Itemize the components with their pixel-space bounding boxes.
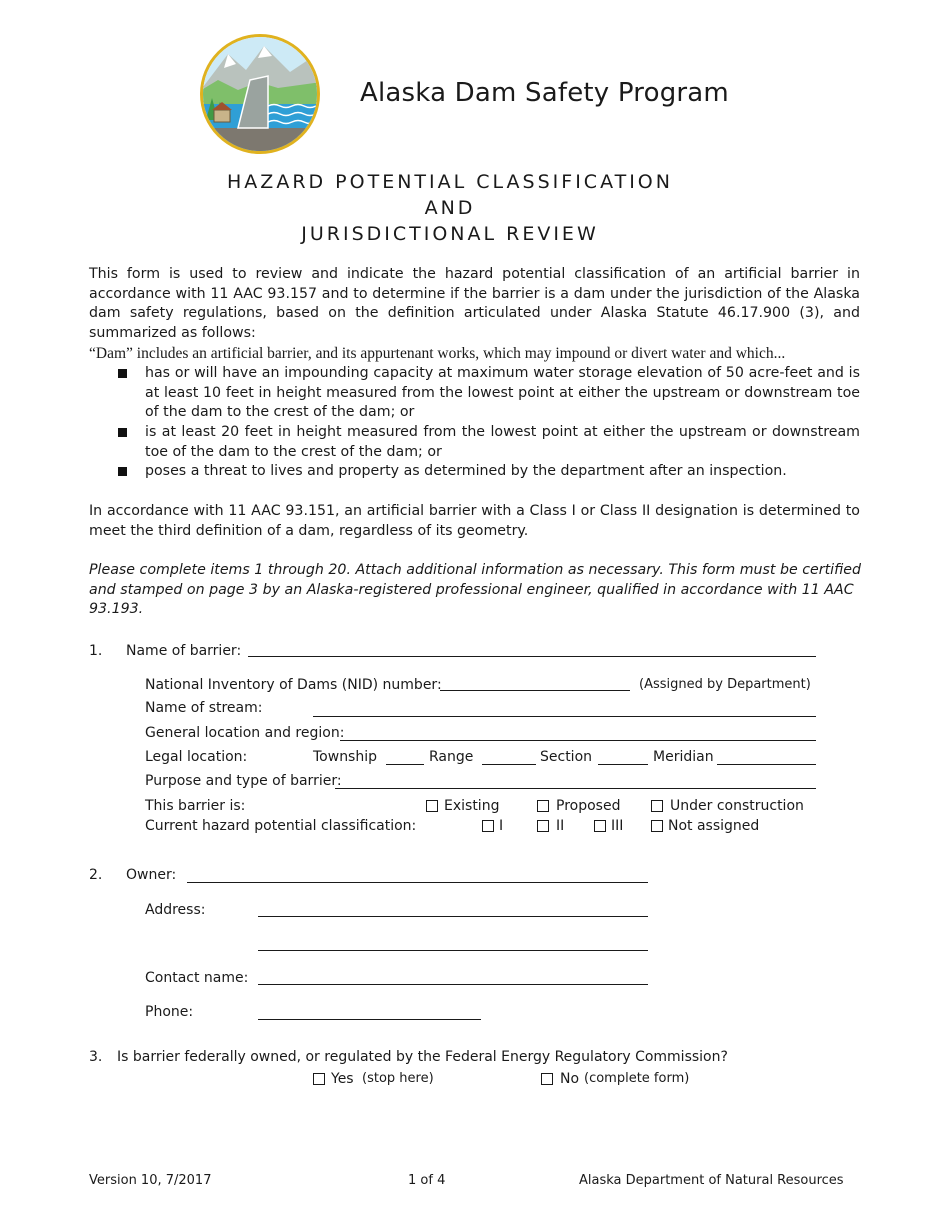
item-number: 1. [89, 643, 103, 659]
address-field-line2[interactable] [258, 950, 648, 951]
meridian-label: Meridian [653, 749, 714, 765]
class-i-checkbox[interactable] [482, 820, 494, 832]
footer-version: Version 10, 7/2017 [89, 1173, 212, 1188]
form-title-line1: HAZARD POTENTIAL CLASSIFICATION [227, 171, 673, 193]
program-logo [198, 32, 322, 156]
bullet-marker [118, 467, 127, 476]
federal-no-note: (complete form) [584, 1071, 690, 1086]
federal-question: Is barrier federally owned, or regulated by the Federal Energy Regulatory Commission? [117, 1049, 728, 1065]
dam-definition-lead: “Dam” includes an artificial barrier, and its appurtenant works, which may impound or divert water and which... [89, 345, 786, 362]
legal-location-label: Legal location: [145, 749, 248, 765]
footer-page-number: 1 of 4 [408, 1173, 446, 1188]
meridian-field[interactable] [717, 764, 816, 765]
general-location-label: General location and region: [145, 725, 345, 741]
contact-name-label: Contact name: [145, 970, 249, 986]
bullet-marker [118, 369, 127, 378]
program-title: Alaska Dam Safety Program [360, 78, 729, 108]
nid-label: National Inventory of Dams (NID) number: [145, 677, 442, 693]
stream-label: Name of stream: [145, 700, 263, 716]
barrier-name-label: Name of barrier: [126, 643, 242, 659]
federal-no-checkbox[interactable] [541, 1073, 553, 1085]
township-label: Township [313, 749, 378, 765]
class-iii-option-label: III [611, 818, 624, 834]
nid-number-field[interactable] [440, 690, 630, 691]
address-label: Address: [145, 902, 206, 918]
instructions: Please complete items 1 through 20. Attach additional information as necessary. This form must be certified and stamped on page 3 by an Alaska-registered professional engineer, qualified in accordance with 11 AAC 93.193. [89, 562, 861, 618]
class-iii-checkbox[interactable] [594, 820, 606, 832]
federal-yes-note: (stop here) [362, 1071, 434, 1086]
definition-bullet-3: poses a threat to lives and property as determined by the department after an inspection. [145, 463, 787, 479]
item-number: 3. [89, 1049, 103, 1065]
definition-bullet-1: has or will have an impounding capacity at maximum water storage elevation of 50 acre-feet and is at least 10 feet in height measured from the lowest point at either the upstream or downstream toe of the dam to the crest of the dam; or [145, 365, 860, 421]
intro-paragraph: This form is used to review and indicate the hazard potential classification of an artificial barrier in accordance with 11 AAC 93.157 and to determine if the barrier is a dam under the jurisdiction of the Alaska dam safety regulations, based on the definition articulated under Alaska Statute 46.17.900 (3), and summarized as follows: [89, 266, 860, 341]
owner-field[interactable] [187, 882, 648, 883]
class-ii-option-label: II [556, 818, 565, 834]
purpose-label: Purpose and type of barrier: [145, 773, 342, 789]
class-ii-checkbox[interactable] [537, 820, 549, 832]
general-location-field[interactable] [340, 740, 816, 741]
section-field[interactable] [598, 764, 648, 765]
nid-note: (Assigned by Department) [639, 677, 811, 692]
section-label: Section [540, 749, 593, 765]
federal-yes-checkbox[interactable] [313, 1073, 325, 1085]
barrier-status-label: This barrier is: [145, 798, 246, 814]
definition-bullet-2: is at least 20 feet in height measured from the lowest point at either the upstream or downstream toe of the dam to the crest of the dam; or [145, 424, 860, 460]
proposed-checkbox[interactable] [537, 800, 549, 812]
stream-name-field[interactable] [313, 716, 816, 717]
federal-yes-label: Yes [331, 1071, 354, 1087]
range-field[interactable] [482, 764, 536, 765]
not-assigned-option-label: Not assigned [668, 818, 760, 834]
class-paragraph: In accordance with 11 AAC 93.151, an artificial barrier with a Class I or Class II designation is determined to meet the third definition of a dam, regardless of its geometry. [89, 503, 860, 539]
under-construction-checkbox[interactable] [651, 800, 663, 812]
existing-option-label: Existing [444, 798, 500, 814]
form-title-line2: AND [424, 197, 476, 219]
existing-checkbox[interactable] [426, 800, 438, 812]
owner-label: Owner: [126, 867, 177, 883]
phone-field[interactable] [258, 1019, 481, 1020]
not-assigned-checkbox[interactable] [651, 820, 663, 832]
class-i-option-label: I [499, 818, 504, 834]
barrier-name-field[interactable] [248, 656, 816, 657]
item-number: 2. [89, 867, 103, 883]
address-field-line1[interactable] [258, 916, 648, 917]
proposed-option-label: Proposed [556, 798, 621, 814]
under-construction-option-label: Under construction [670, 798, 804, 814]
form-title-line3: JURISDICTIONAL REVIEW [301, 223, 599, 245]
hazard-classification-label: Current hazard potential classification: [145, 818, 417, 834]
bullet-marker [118, 428, 127, 437]
purpose-field[interactable] [335, 788, 816, 789]
contact-name-field[interactable] [258, 984, 648, 985]
footer-agency: Alaska Department of Natural Resources [579, 1173, 844, 1188]
federal-no-label: No [560, 1071, 580, 1087]
range-label: Range [429, 749, 474, 765]
township-field[interactable] [386, 764, 424, 765]
phone-label: Phone: [145, 1004, 194, 1020]
